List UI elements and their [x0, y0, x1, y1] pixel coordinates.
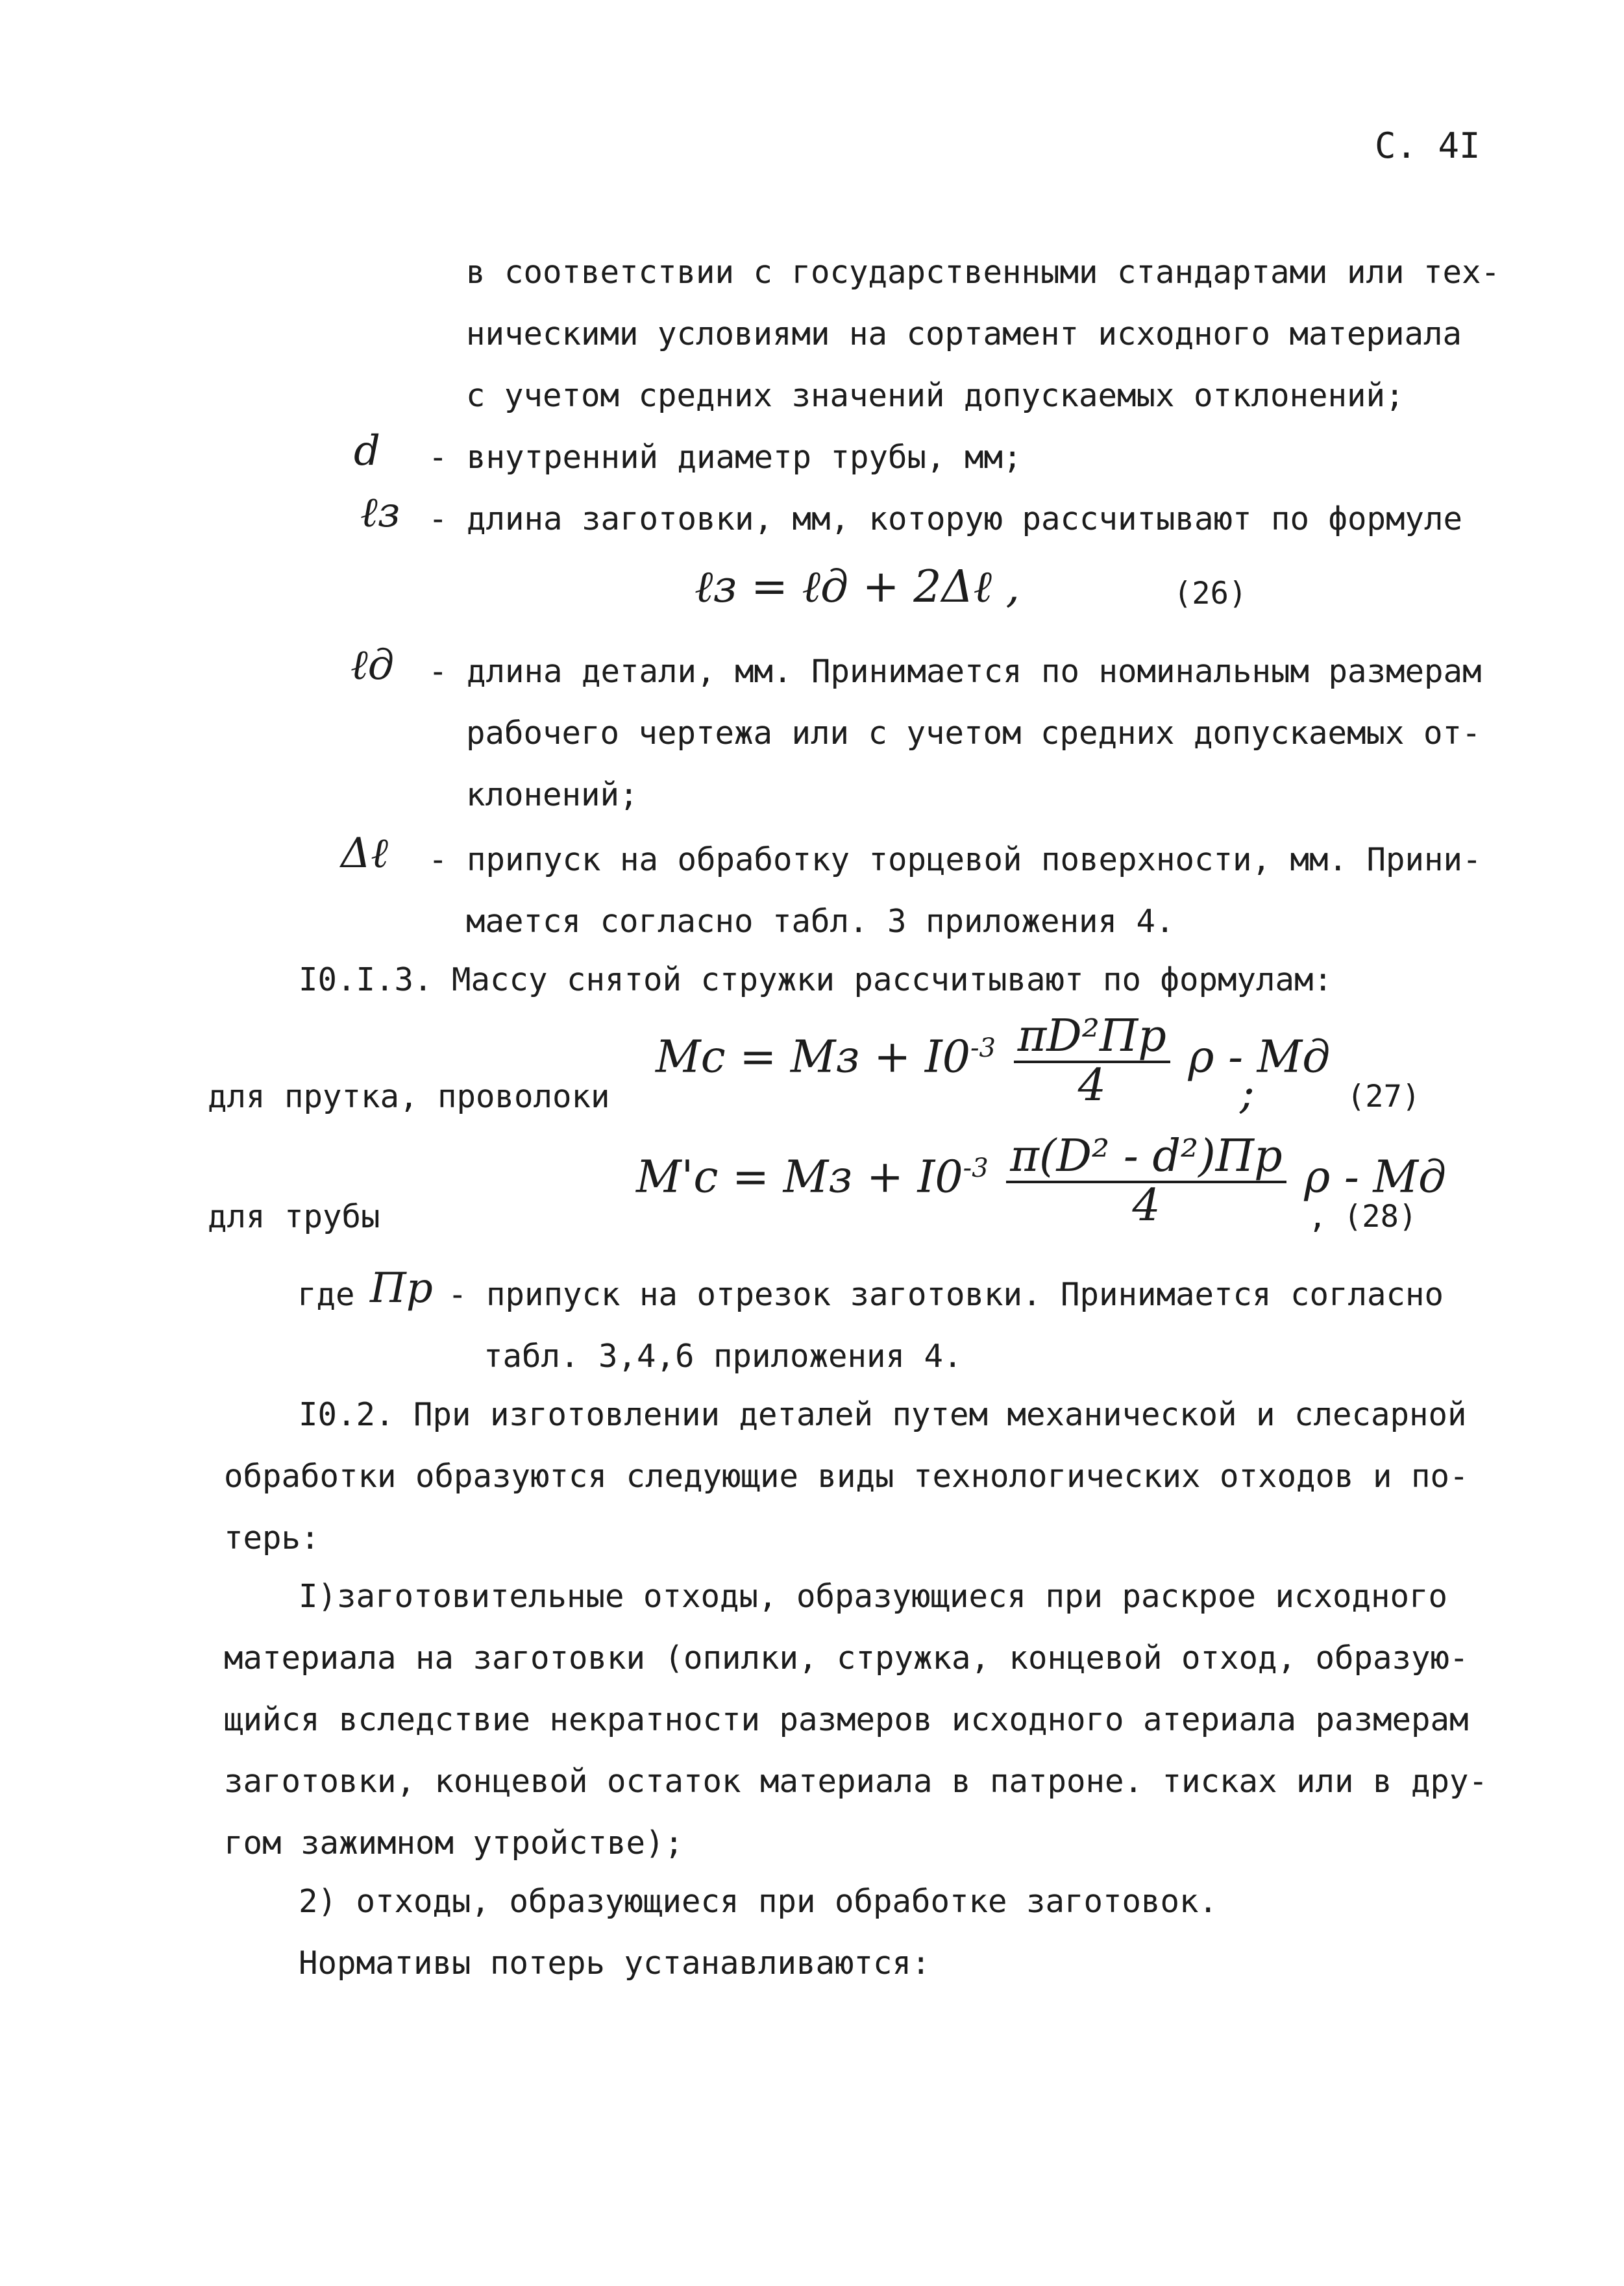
formula-28-numerator: π(D² - d²)Пр	[1006, 1133, 1286, 1183]
where-prefix: где	[297, 1276, 355, 1313]
item-1-line-2: материала на заготовки (опилки, стружка, концевой отход, образую-	[224, 1640, 1469, 1677]
intro-line-2: ническими условиями на сортамент исходного материала	[466, 315, 1462, 352]
item-1-line-5: гом зажимном утройстве);	[224, 1825, 684, 1862]
item-1-line-3: щийся вследствие некратности размеров исходного атериала размерам	[224, 1701, 1469, 1738]
formula-28-power: -3	[963, 1153, 989, 1183]
symbol-lz: ℓз	[360, 489, 400, 537]
section-10-2-line-1: I0.2. При изготовлении деталей путем механической и слесарной	[299, 1396, 1467, 1433]
def-ld-line-2: рабочего чертежа или с учетом средних допускаемых от-	[466, 715, 1481, 752]
norms-line: Нормативы потерь устанавливаются:	[299, 1945, 931, 1982]
symbol-delta-l: Δℓ	[341, 830, 388, 878]
where-pr-line-1: - припуск на отрезок заготовки. Принимается согласно	[448, 1276, 1444, 1313]
item-1-line-4: заготовки, концевой остаток материала в патроне. тисках или в дру-	[224, 1763, 1488, 1800]
def-dl-line-2: мается согласно табл. 3 приложения 4.	[466, 903, 1175, 940]
formula-27-lhs: Мс = Мз + I0	[656, 1031, 970, 1083]
formula-27-label: для прутка, проволоки	[208, 1078, 610, 1115]
formula-28-lhs: М'с = Мз + I0	[636, 1151, 963, 1203]
def-dl-line-1: - припуск на обработку торцевой поверхности, мм. Прини-	[428, 841, 1482, 878]
formula-27-denominator: 4	[1077, 1060, 1106, 1111]
formula-27-tail: ρ - Мд	[1188, 1031, 1331, 1083]
item-2: 2) отходы, образующиеся при обработке заготовок.	[299, 1883, 1218, 1920]
item-1-line-1: I)заготовительные отходы, образующиеся при раскрое исходного	[299, 1578, 1448, 1615]
formula-26: ℓз = ℓд + 2Δℓ ,	[695, 561, 1020, 613]
formula-28-denominator: 4	[1132, 1180, 1161, 1231]
section-10-2-line-2: обработки образуются следующие виды технологических отходов и по-	[224, 1458, 1469, 1495]
def-ld-line-1: - длина детали, мм. Принимается по номинальным размерам	[428, 653, 1482, 690]
formula-28-separator: ,	[1308, 1198, 1327, 1235]
formula-27-separator: ;	[1240, 1068, 1255, 1119]
formula-27-numerator: πD²Пр	[1014, 1013, 1170, 1063]
formula-27	[656, 1013, 1330, 1109]
symbol-pr: Пр	[370, 1264, 433, 1312]
symbol-d: d	[354, 427, 380, 475]
intro-line-1: в соответствии с государственными стандартами или тех-	[466, 254, 1501, 291]
def-lz-text: - длина заготовки, мм, которую рассчитывают по формуле	[428, 500, 1463, 537]
formula-27-fraction	[1014, 1013, 1170, 1109]
formula-26-number: (26)	[1174, 576, 1248, 611]
formula-28-label: для трубы	[208, 1198, 380, 1235]
section-10-1-3: I0.I.3. Массу снятой стружки рассчитывают по формулам:	[299, 961, 1333, 998]
def-d-text: - внутренний диаметр трубы, мм;	[428, 439, 1022, 476]
formula-28-fraction	[1006, 1133, 1286, 1229]
formula-27-number: (27)	[1347, 1079, 1421, 1114]
formula-28-tail: ρ - Мд	[1304, 1151, 1447, 1203]
symbol-ld: ℓд	[351, 641, 395, 689]
where-pr-line-2: табл. 3,4,6 приложения 4.	[484, 1338, 963, 1375]
page-number: С. 4I	[1375, 125, 1481, 166]
section-10-2-line-3: терь:	[224, 1519, 320, 1556]
def-ld-line-3: клонений;	[466, 776, 639, 813]
formula-28-number: (28)	[1344, 1199, 1418, 1235]
intro-line-3: с учетом средних значений допускаемых отклонений;	[466, 377, 1405, 414]
formula-27-power: -3	[970, 1033, 996, 1063]
